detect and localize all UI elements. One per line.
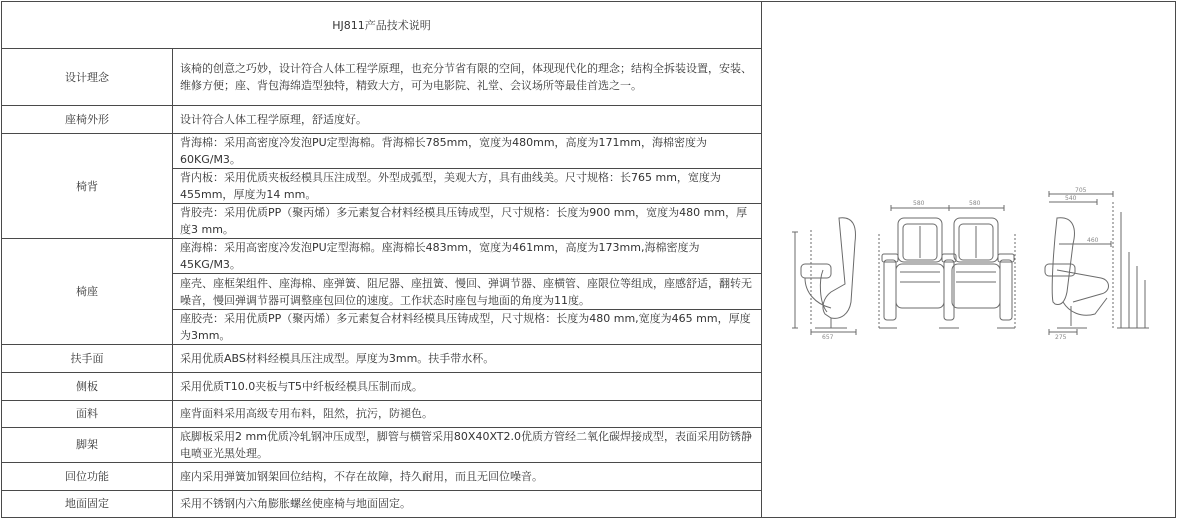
row-text-frame: 底脚板采用2 mm优质冷轧钢冲压成型，脚管与横管采用80X40XT2.0优质方管经二氧化碳焊接成型，表面采用防锈静电喷亚光黑处理。: [173, 427, 762, 462]
dim-side-right: 460: [1087, 237, 1099, 244]
row-text-design: 该椅的创意之巧妙，设计符合人体工程学原理，也充分节省有限的空间，体现现代化的理念；结构全拆装设置，安装、维修方便；座、背包海绵造型独特，精致大方，可为电影院、礼堂、会议场所等最佳首选之一。: [173, 49, 762, 106]
seat-item: 座壳、座框架组件、座海棉、座弹簧、阻尼器、座扭簧、慢回、弹调节器、座横管、座限位等组成，座感舒适，翻转无噪音，慢回弹调节器可调整座包回位的速度。工作状态时座包与地面的角度为11度。: [173, 274, 762, 309]
row-label-fabric: 面料: [2, 400, 173, 427]
row-label-back: 椅背: [2, 134, 173, 239]
chair-side-view-left: [792, 218, 856, 335]
row-label-armrest: 扶手面: [2, 344, 173, 372]
row-text-fabric: 座背面料采用高级专用布料，阻然，抗污，防褪色。: [173, 400, 762, 427]
dim-side-left: 657: [822, 334, 834, 341]
row-label-seat: 椅座: [2, 239, 173, 344]
row-label-design: 设计理念: [2, 49, 173, 106]
row-label-frame: 脚架: [2, 427, 173, 462]
dim-side-right: 705: [1075, 187, 1087, 194]
chair-front-view: [879, 205, 1015, 328]
back-item: 背内板：采用优质夹板经模具压注成型。外型成弧型，美观大方，具有曲线美。尺寸规格：长765 mm，宽度为455mm，厚度为14 mm。: [173, 169, 762, 204]
row-text-side: 采用优质T10.0夹板与T5中纤板经模具压制而成。: [173, 372, 762, 400]
document-title: HJ811产品技术说明: [2, 2, 762, 49]
row-label-fix: 地面固定: [2, 490, 173, 517]
chair-drawing-panel: [761, 1, 1176, 518]
row-text-return: 座内采用弹簧加钢架回位结构，不存在故障，持久耐用，而且无回位噪音。: [173, 462, 762, 490]
row-text-armrest: 采用优质ABS材料经模具压注成型。厚度为3mm。扶手带水杯。: [173, 344, 762, 372]
row-text-fix: 采用不锈钢内六角膨胀螺丝使座椅与地面固定。: [173, 490, 762, 517]
back-item: 背海棉：采用高密度冷发泡PU定型海棉。背海棉长785mm，宽度为480mm，高度为171mm，海棉密度为60KG/M3。: [173, 134, 762, 169]
seat-item: 座海棉：采用高密度冷发泡PU定型海棉。座海棉长483mm，宽度为461mm，高度为173mm,海棉密度为45KG/M3。: [173, 239, 762, 274]
dim-front-width: 580: [913, 200, 925, 207]
row-label-return: 回位功能: [2, 462, 173, 490]
spec-table: [1, 1, 762, 518]
chair-side-view-right: [1045, 191, 1149, 335]
row-text-shape: 设计符合人体工程学原理，舒适度好。: [173, 106, 762, 134]
back-item: 背胶壳：采用优质PP（聚丙烯）多元素复合材料经模具压铸成型，尺寸规格：长度为900 mm，宽度为480 mm，厚度3 mm。: [173, 204, 762, 239]
row-label-side: 侧板: [2, 372, 173, 400]
row-label-shape: 座椅外形: [2, 106, 173, 134]
seat-item: 座胶壳：采用优质PP（聚丙烯）多元素复合材料经模具压铸成型，尺寸规格：长度为480 mm,宽度为465 mm，厚度为3mm。: [173, 309, 762, 344]
dim-side-right: 275: [1055, 334, 1067, 341]
dim-side-right: 540: [1065, 195, 1077, 202]
dim-front-width: 580: [969, 200, 981, 207]
chair-drawings: [761, 2, 1176, 519]
